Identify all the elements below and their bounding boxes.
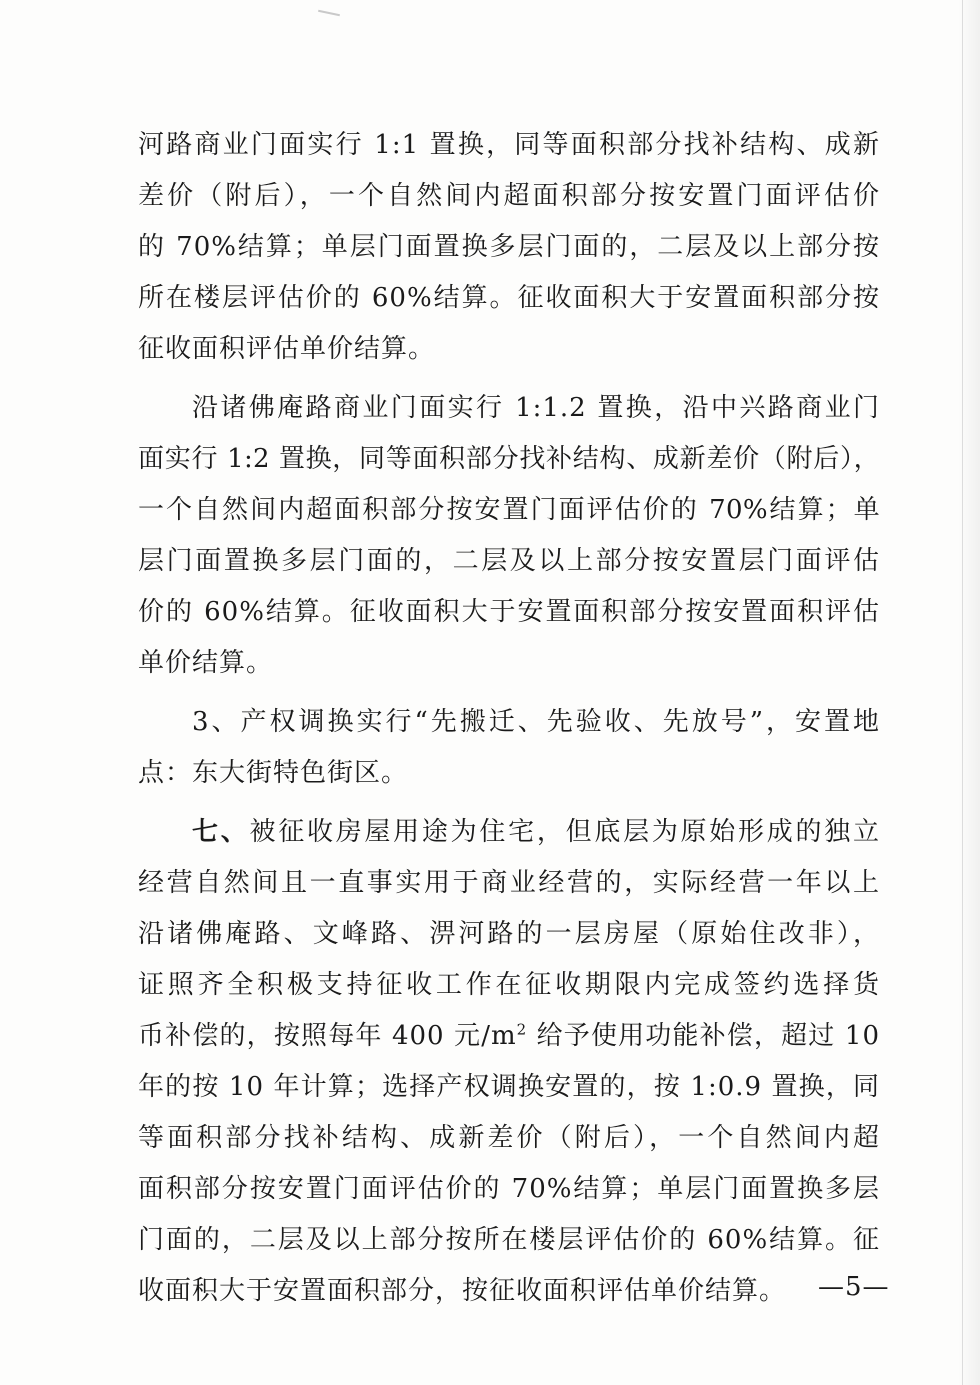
unit-line-after: 给予使用功能补偿，超过 10 [527,1021,880,1051]
text-line: 河路商业门面实行 1:1 置换，同等面积部分找补结构、成新 [138,130,880,160]
text-line: 层门面置换多层门面的，二层及以上部分按安置层门面评估 [138,546,880,576]
text-line: 面积部分按安置门面评估价的 70%结算；单层门面置换多层 [138,1174,880,1204]
paragraph-3 [138,697,880,799]
text-line: 经营自然间且一直事实用于商业经营的，实际经营一年以上 [138,868,880,898]
text-line: 收面积大于安置面积部分，按征收面积评估单价结算。 [138,1276,787,1306]
section-7 [138,807,880,1317]
paragraph-gap [138,799,880,807]
unit-line [138,1011,880,1062]
page-number: —5— [818,1272,890,1302]
text-line: 沿诸佛庵路、文峰路、淠河路的一层房屋（原始住改非）， [138,919,880,949]
section-number: 七、 [192,817,250,847]
text-line: 所在楼层评估价的 60%结算。征收面积大于安置面积部分按 [138,283,880,313]
paragraph-1 [138,120,880,375]
text-line: 证照齐全积极支持征收工作在征收期限内完成签约选择货 [138,970,880,1000]
text-line: 门面的，二层及以上部分按所在楼层评估价的 60%结算。征 [138,1225,880,1255]
text-line: 面实行 1:2 置换，同等面积部分找补结构、成新差价（附后）， [138,444,880,474]
text-line: 年的按 10 年计算；选择产权调换安置的，按 1:0.9 置换，同 [138,1072,880,1102]
text-line: 差价（附后），一个自然间内超面积部分按安置门面评估价 [138,181,880,211]
unit-line-before: 币补偿的，按照每年 400 元/m [138,1021,517,1051]
page-edge-line [962,0,963,1385]
text-line: 单价结算。 [138,648,274,678]
paragraph-2 [138,383,880,689]
section-heading-line [138,807,880,858]
section-first-line-text: 被征收房屋用途为住宅，但底层为原始形成的独立 [249,817,880,847]
text-line: 征收面积评估单价结算。 [138,334,436,364]
text-line: 点：东大街特色街区。 [138,758,409,788]
document-body [138,120,880,1317]
text-line: 的 70%结算；单层门面置换多层门面的，二层及以上部分按 [138,232,880,262]
text-line: 一个自然间内超面积部分按安置门面评估价的 70%结算；单 [138,495,880,525]
text-line: 等面积部分找补结构、成新差价（附后），一个自然间内超 [138,1123,880,1153]
text-line: 价的 60%结算。征收面积大于安置面积部分按安置面积评估 [138,597,880,627]
text-line: 沿诸佛庵路商业门面实行 1:1.2 置换，沿中兴路商业门 [192,393,880,423]
unit-superscript: 2 [516,1020,528,1039]
paragraph-gap [138,375,880,383]
paragraph-gap [138,689,880,697]
text-line: 3、产权调换实行“先搬迁、先验收、先放号”，安置地 [192,707,880,737]
scan-mark [318,10,340,17]
